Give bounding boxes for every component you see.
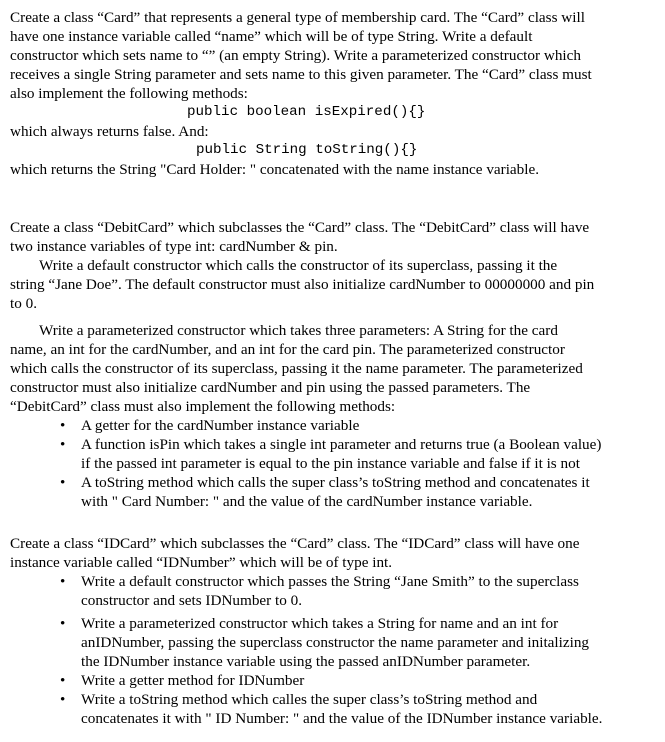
card-text-after-code1: which always returns false. And: — [10, 123, 209, 140]
debitcard-para2-line-3: which calls the constructor of its superclass, passing it the name parameter. The parameterized — [10, 360, 583, 377]
list-item — [10, 416, 655, 435]
document-page — [10, 8, 655, 727]
list-item — [10, 690, 655, 728]
bullet-icon: • — [60, 691, 66, 708]
debitcard-intro-line-2: two instance variables of type int: cardNumber & pin. — [10, 238, 338, 255]
list-item-text: anIDNumber, passing the superclass constructor the name parameter and initalizing — [81, 634, 590, 651]
list-item — [10, 473, 655, 511]
list-item-text: Write a getter method for IDNumber — [81, 672, 305, 689]
card-section — [10, 8, 655, 179]
bullet-icon: • — [60, 474, 66, 491]
list-item — [10, 614, 655, 671]
list-item-text: Write a parameterized constructor which takes a String for name and an int for — [81, 615, 559, 632]
list-item-text: concatenates it with " ID Number: " and the value of the IDNumber instance variable. — [81, 710, 603, 727]
code-is-expired: public boolean isExpired(){} — [187, 104, 426, 120]
idcard-section — [10, 534, 655, 728]
card-text-line-5: also implement the following methods: — [10, 85, 248, 102]
list-item — [10, 572, 655, 610]
card-text-line-1: Create a class “Card” that represents a general type of membership card. The “Card” class will — [10, 9, 585, 26]
code-to-string: public String toString(){} — [196, 142, 418, 158]
list-item — [10, 671, 655, 690]
card-text-after-code2: which returns the String "Card Holder: " concatenated with the name instance variable. — [10, 161, 540, 178]
list-item — [10, 435, 655, 473]
list-item-text: A function isPin which takes a single int parameter and returns true (a Boolean value) — [81, 436, 602, 453]
bullet-icon: • — [60, 417, 66, 434]
debitcard-para2-line-4: constructor must also initialize cardNumber and pin using the passed parameters. The — [10, 379, 531, 396]
debitcard-section — [10, 218, 655, 511]
card-text-line-3: constructor which sets name to “” (an empty String). Write a parameterized constructor which — [10, 47, 581, 64]
debitcard-para1-line-2: string “Jane Doe”. The default constructor must also initialize cardNumber to 00000000 and pin — [10, 276, 595, 293]
list-item-text: if the passed int parameter is equal to the pin instance variable and false if it is not — [81, 455, 580, 472]
list-item-text: Write a toString method which calles the super class’s toString method and — [81, 691, 538, 708]
list-item-text: constructor and sets IDNumber to 0. — [81, 592, 303, 609]
list-item-text: Write a default constructor which passes the String “Jane Smith” to the superclass — [81, 573, 579, 590]
list-item-text: A toString method which calls the super class’s toString method and concatenates it — [81, 474, 590, 491]
debitcard-para2-line-1: Write a parameterized constructor which takes three parameters: A String for the card — [39, 322, 558, 339]
bullet-icon: • — [60, 672, 66, 689]
bullet-icon: • — [60, 436, 66, 453]
debitcard-para2-line-5: “DebitCard” class must also implement the following methods: — [10, 398, 396, 415]
list-item-text: A getter for the cardNumber instance variable — [81, 417, 360, 434]
idcard-intro-line-2: instance variable called “IDNumber” which will be of type int. — [10, 554, 393, 571]
debitcard-para1-line-3: to 0. — [10, 295, 38, 312]
list-item-text: with " Card Number: " and the value of the cardNumber instance variable. — [81, 493, 533, 510]
idcard-method-list — [10, 572, 655, 728]
bullet-icon: • — [60, 573, 66, 590]
debitcard-intro-line-1: Create a class “DebitCard” which subclasses the “Card” class. The “DebitCard” class will have — [10, 219, 590, 236]
card-text-line-4: receives a single String parameter and sets name to this given parameter. The “Card” class must — [10, 66, 592, 83]
bullet-icon: • — [60, 615, 66, 632]
card-text-line-2: have one instance variable called “name” which will be of type String. Write a default — [10, 28, 533, 45]
debitcard-method-list — [10, 416, 655, 511]
idcard-intro-line-1: Create a class “IDCard” which subclasses the “Card” class. The “IDCard” class will have one — [10, 535, 580, 552]
debitcard-para1-line-1: Write a default constructor which calls the constructor of its superclass, passing it the — [39, 257, 558, 274]
list-item-text: the IDNumber instance variable using the passed anIDNumber parameter. — [81, 653, 531, 670]
debitcard-para2-line-2: name, an int for the cardNumber, and an int for the card pin. The parameterized constructor — [10, 341, 565, 358]
